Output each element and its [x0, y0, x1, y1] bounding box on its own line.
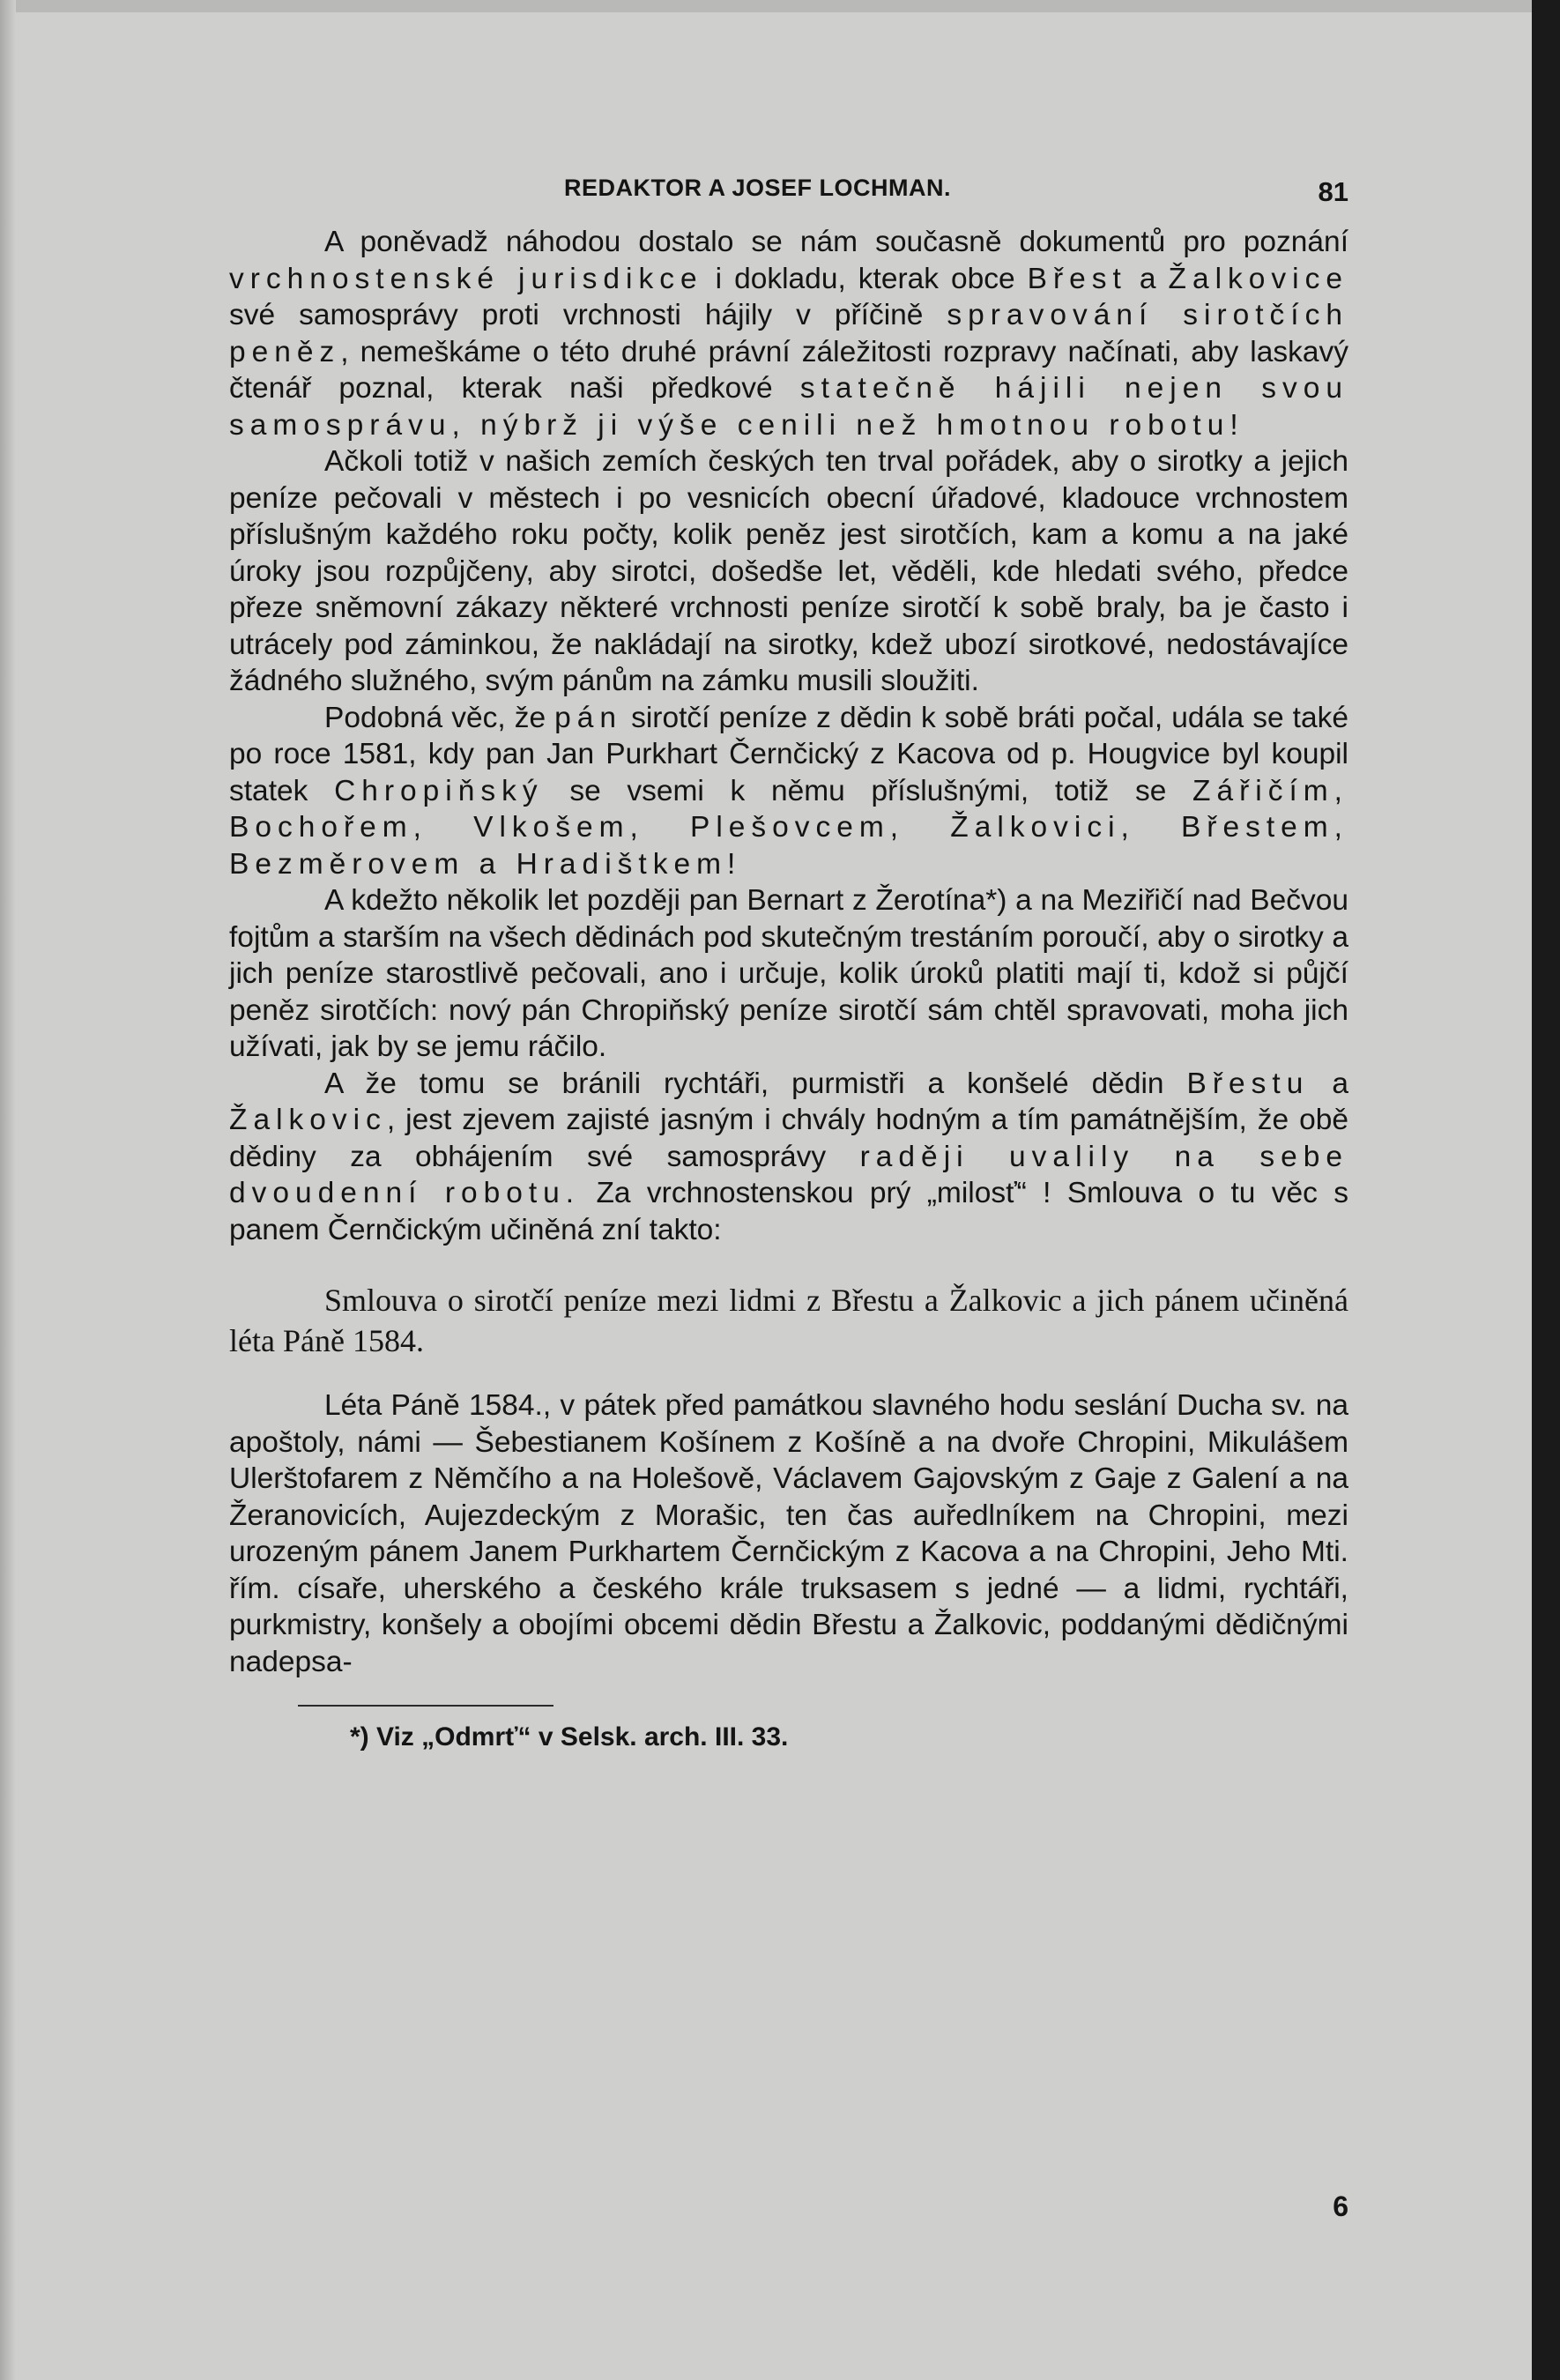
running-head: [229, 167, 1348, 220]
spaced-text: Břestu: [1186, 1067, 1310, 1100]
spaced-text: Chropiňský: [334, 774, 544, 807]
text-run: a: [1126, 262, 1169, 295]
text-run: sirotčí peníze z dědin k sobě bráti počal, udála se také po roce 1581, kdy pan Jan Purkhart Černčický z Kacova od p. Hougvice byl koupil statek: [229, 701, 1348, 807]
footnote: *) Viz „Odmrť“ v Selsk. arch. III. 33.: [350, 1722, 789, 1752]
body-text: [229, 224, 1348, 1248]
paragraph-2: Ačkoli totiž v našich zemích českých ten trval pořádek, aby o sirotky a jejich peníze pečovali v městech i po vesnicích obecní úřadové, kladouce vrchnostem příslušným každého roku počty, kolik peněz jest sirotčích, kam a komu a na jaké úroky jsou rozpůjčeny, aby sirotci, došedše let, věděli, kde hledati svého, předce přeze sněmovní zákazy některé vrchnosti peníze sirotčí k sobě braly, ba je často i utrácely pod záminkou, že nakládají na sirotky, kdež ubozí sirotkové, nedostávajíce žádného služného, svým pánům na zámku musili sloužiti.: [229, 445, 1348, 697]
contract-title: Smlouva o sirotčí peníze mezi lidmi z Břestu a Žalkovic a jich pánem učiněná léta Páně 1584.: [229, 1283, 1348, 1358]
text-run: A poněvadž náhodou dostalo se nám současně dokumentů pro poznání: [324, 226, 1348, 258]
text-run: , jest zjevem zajisté jasným i chvály hodným a tím památnějším, že obě dědiny za obhájením své samosprávy: [229, 1104, 1348, 1173]
footnote-rule: [298, 1705, 553, 1707]
spaced-text: Žalkovice: [1168, 262, 1348, 295]
paragraph-1: [229, 224, 1348, 443]
scan-edge-right: [1532, 0, 1560, 2380]
spaced-text: raději uvalily na sebe dvoudenní robotu.: [229, 1140, 1348, 1209]
spaced-text: statečně hájili nejen svou samosprávu, nýbrž ji výše cenili než hmotnou robotu!: [229, 372, 1348, 442]
text-run: a: [1309, 1067, 1348, 1100]
body-text-continued: [229, 1387, 1348, 1680]
spaced-text: Žalkovic: [229, 1104, 387, 1136]
spaced-text: Břest: [1027, 262, 1127, 295]
paragraph-4: A kdežto několik let později pan Bernart z Žerotína*) a na Meziřičí nad Bečvou fojtům a starším na všech dědinách pod skutečným trestáním poroučí, aby o sirotky a jich peníze starostlivě pečovali, ano i určuje, kolik úroků platiti mají ti, kdož si půjčí peněz sirotčích: nový pán Chropiňský peníze sirotčí sám chtěl spravovati, moha jich užívati, jak by se jemu ráčilo.: [229, 884, 1348, 1063]
text-run: Za vrchnostenskou prý „milosť“ ! Smlouva o tu věc s panem Černčickým učiněná zní takto:: [229, 1177, 1348, 1246]
scan-edge-top: [0, 0, 1560, 12]
text-run: , nemeškáme o této druhé právní záležitosti rozpravy načínati, aby laskavý čtenář poznal, kterak naši předkové: [229, 335, 1348, 405]
running-title: REDAKTOR A JOSEF LOCHMAN.: [564, 175, 952, 201]
spaced-text: vrchnostenské jurisdikce: [229, 262, 703, 295]
paragraph-7: Léta Páně 1584., v pátek před památkou slavného hodu seslání Ducha sv. na apoštoly, námi — Šebestianem Košínem z Košíně a na dvoře Chropini, Mikulášem Ulerštofarem z Němčího a na Holešově, Václavem Gajovským z Gaje z Galení a na Žeranovicích, Aujezdeckým z Morašic, ten čas auředlníkem na Chropini, mezi urozeným pánem Janem Purkhartem Černčickým z Kacova a na Chropini, Jeho Mti. řím. císaře, uherského a českého krále truksasem s jedné — a lidmi, rychtáři, purkmistry, konšely a obojími obcemi dědin Břestu a Žalkovic, poddanými dědičnými nadepsa-: [229, 1389, 1348, 1678]
text-run: A že tomu se bránili rychtáři, purmistři a konšelé dědin: [324, 1067, 1187, 1100]
text-run: své samosprávy proti vrchnosti hájily v příčině: [229, 299, 947, 331]
spaced-text: pán: [554, 701, 623, 734]
book-page: [229, 167, 1348, 2222]
text-run: se vsemi k němu příslušnými, totiž se: [543, 774, 1193, 807]
paragraph-3: [229, 700, 1348, 883]
scan-edge-left: [0, 0, 16, 2380]
paragraph-5: [229, 1066, 1348, 1249]
text-run: Podobná věc, že: [324, 701, 555, 734]
signature-mark: 6: [1333, 2190, 1348, 2222]
page-number: 81: [1318, 176, 1348, 207]
text-run: i dokladu, kterak obce: [702, 262, 1028, 295]
spaced-text: spravování sirotčích peněz: [229, 299, 1348, 368]
spaced-text: Zářičím, Bochořem, Vlkošem, Plešovcem, Žalkovici, Břestem, Bezměrovem a Hradištkem!: [229, 774, 1348, 881]
